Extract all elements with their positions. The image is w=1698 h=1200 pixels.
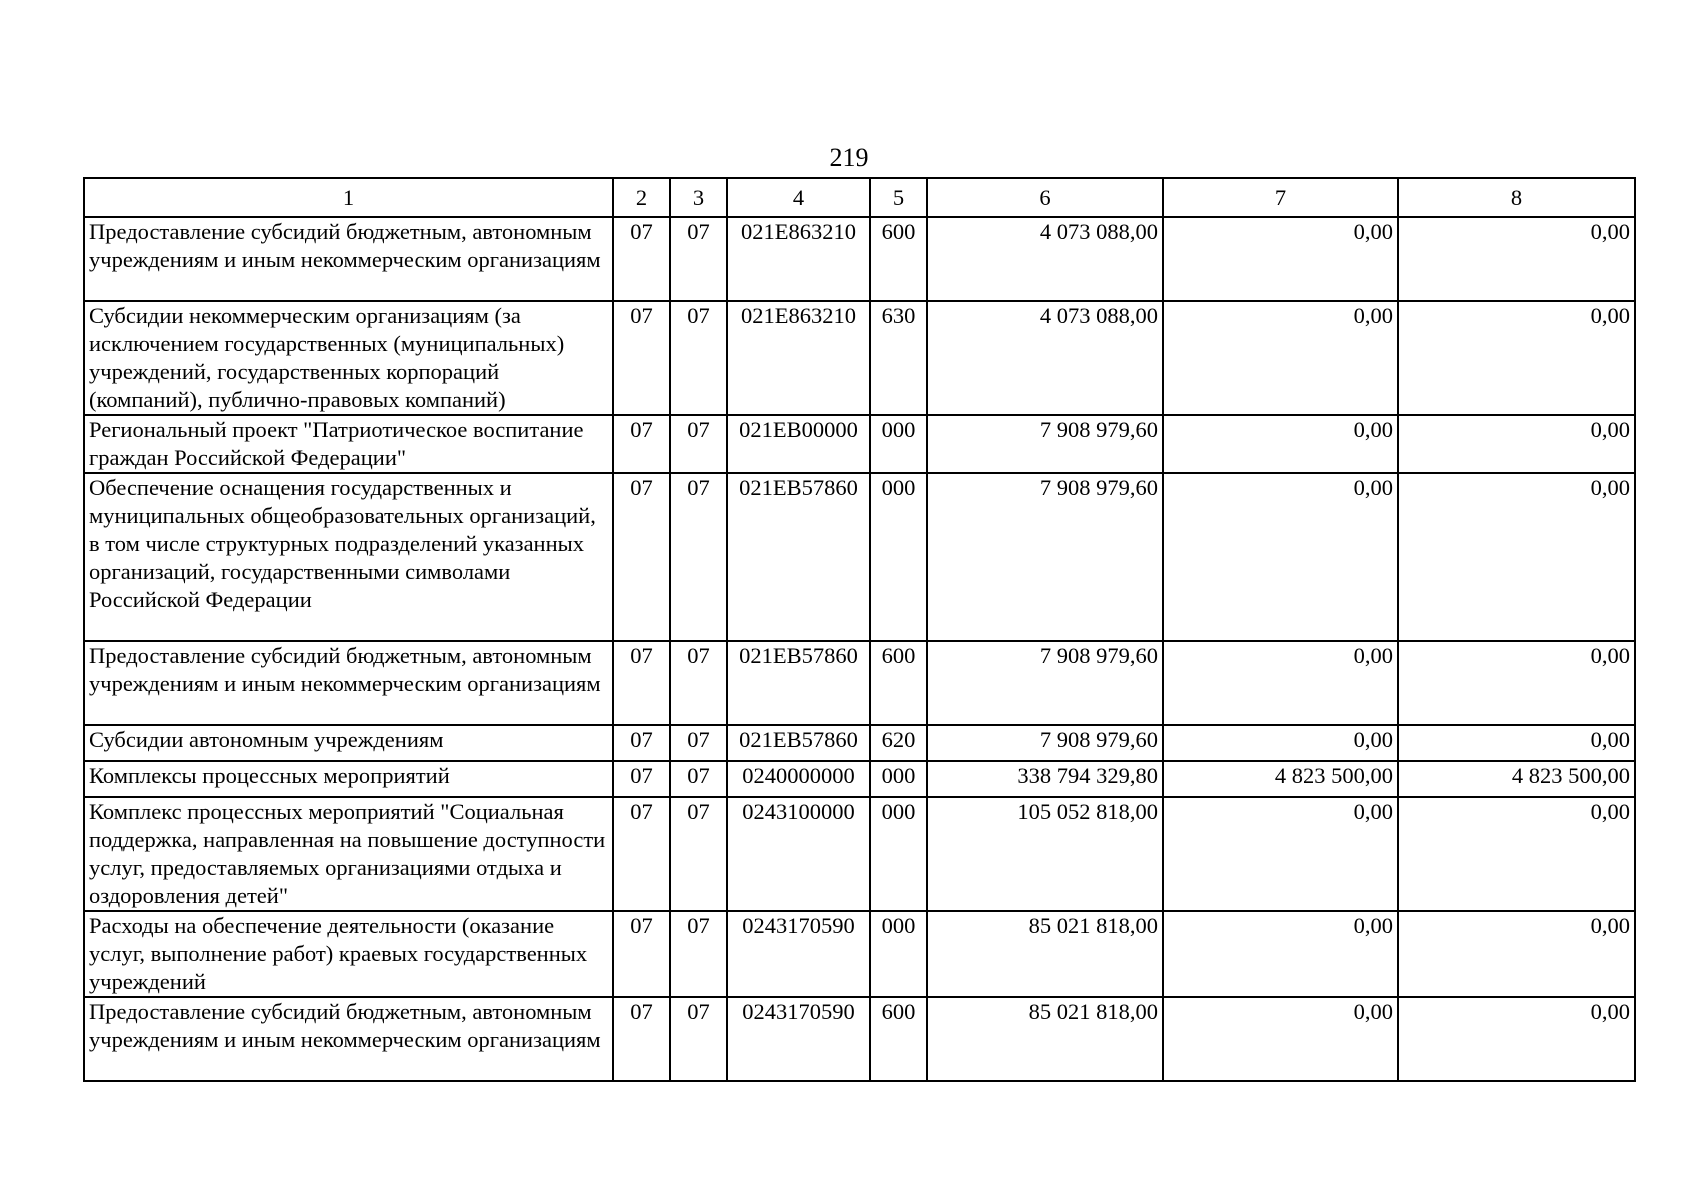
row-amount-2: 0,00 — [1163, 725, 1398, 761]
row-subsection: 07 — [670, 415, 727, 473]
row-target-article: 0243170590 — [727, 911, 870, 997]
row-amount-1: 105 052 818,00 — [927, 797, 1163, 911]
row-target-article: 0243170590 — [727, 997, 870, 1081]
table-row — [84, 997, 1635, 1081]
row-amount-1: 338 794 329,80 — [927, 761, 1163, 797]
table-row — [84, 761, 1635, 797]
row-expense-type: 600 — [870, 997, 927, 1081]
row-amount-2: 0,00 — [1163, 473, 1398, 641]
row-expense-type: 000 — [870, 415, 927, 473]
row-subsection: 07 — [670, 997, 727, 1081]
column-header-amount-3: 8 — [1398, 178, 1635, 217]
table-row — [84, 641, 1635, 725]
row-name: Субсидии автономным учреждениям — [84, 725, 613, 761]
row-amount-1: 4 073 088,00 — [927, 217, 1163, 301]
row-subsection: 07 — [670, 725, 727, 761]
row-expense-type: 000 — [870, 911, 927, 997]
row-amount-1: 7 908 979,60 — [927, 473, 1163, 641]
row-expense-type: 000 — [870, 761, 927, 797]
column-header-name: 1 — [84, 178, 613, 217]
row-target-article: 021EB57860 — [727, 473, 870, 641]
row-subsection: 07 — [670, 301, 727, 415]
row-section: 07 — [613, 641, 670, 725]
column-header-expense-type: 5 — [870, 178, 927, 217]
row-target-article: 021EB57860 — [727, 725, 870, 761]
column-header-section: 2 — [613, 178, 670, 217]
row-target-article: 021EB57860 — [727, 641, 870, 725]
table-row — [84, 415, 1635, 473]
row-section: 07 — [613, 725, 670, 761]
row-name: Субсидии некоммерческим организациям (за исключением государственных (муниципальных) учреждений, государственных корпораций (компаний), публично-правовых компаний) — [84, 301, 613, 415]
row-amount-3: 0,00 — [1398, 797, 1635, 911]
row-section: 07 — [613, 797, 670, 911]
row-amount-2: 0,00 — [1163, 997, 1398, 1081]
row-subsection: 07 — [670, 217, 727, 301]
row-subsection: 07 — [670, 797, 727, 911]
row-name: Комплексы процессных мероприятий — [84, 761, 613, 797]
table-row — [84, 217, 1635, 301]
column-header-amount-1: 6 — [927, 178, 1163, 217]
row-amount-2: 0,00 — [1163, 641, 1398, 725]
row-expense-type: 000 — [870, 797, 927, 911]
row-name: Расходы на обеспечение деятельности (оказание услуг, выполнение работ) краевых государственных учреждений — [84, 911, 613, 997]
row-subsection: 07 — [670, 641, 727, 725]
row-amount-2: 0,00 — [1163, 301, 1398, 415]
row-name: Обеспечение оснащения государственных и муниципальных общеобразовательных организаций, в том числе структурных подразделений указанных организаций, государственными символами Российской Федерации — [84, 473, 613, 641]
row-amount-3: 0,00 — [1398, 217, 1635, 301]
row-amount-1: 7 908 979,60 — [927, 641, 1163, 725]
row-amount-1: 85 021 818,00 — [927, 997, 1163, 1081]
row-subsection: 07 — [670, 911, 727, 997]
row-amount-1: 7 908 979,60 — [927, 725, 1163, 761]
row-amount-3: 0,00 — [1398, 997, 1635, 1081]
row-section: 07 — [613, 761, 670, 797]
row-amount-3: 4 823 500,00 — [1398, 761, 1635, 797]
column-header-amount-2: 7 — [1163, 178, 1398, 217]
row-target-article: 021E863210 — [727, 301, 870, 415]
table-row — [84, 301, 1635, 415]
row-amount-3: 0,00 — [1398, 415, 1635, 473]
row-amount-3: 0,00 — [1398, 473, 1635, 641]
table-row — [84, 473, 1635, 641]
row-expense-type: 620 — [870, 725, 927, 761]
table-row — [84, 725, 1635, 761]
table-row — [84, 797, 1635, 911]
row-amount-2: 0,00 — [1163, 797, 1398, 911]
table-row — [84, 911, 1635, 997]
row-target-article: 0243100000 — [727, 797, 870, 911]
row-section: 07 — [613, 217, 670, 301]
row-amount-1: 7 908 979,60 — [927, 415, 1163, 473]
row-name: Региональный проект "Патриотическое воспитание граждан Российской Федерации" — [84, 415, 613, 473]
budget-table — [83, 177, 1636, 1082]
row-amount-3: 0,00 — [1398, 725, 1635, 761]
row-amount-3: 0,00 — [1398, 641, 1635, 725]
header-row — [84, 178, 1635, 217]
row-section: 07 — [613, 997, 670, 1081]
row-amount-2: 0,00 — [1163, 415, 1398, 473]
row-amount-2: 0,00 — [1163, 911, 1398, 997]
row-amount-1: 85 021 818,00 — [927, 911, 1163, 997]
row-amount-2: 4 823 500,00 — [1163, 761, 1398, 797]
row-name: Комплекс процессных мероприятий "Социальная поддержка, направленная на повышение доступности услуг, предоставляемых организациями отдыха и оздоровления детей" — [84, 797, 613, 911]
row-subsection: 07 — [670, 473, 727, 641]
row-name: Предоставление субсидий бюджетным, автономным учреждениям и иным некоммерческим организациям — [84, 641, 613, 725]
row-expense-type: 600 — [870, 217, 927, 301]
row-expense-type: 600 — [870, 641, 927, 725]
row-expense-type: 000 — [870, 473, 927, 641]
row-section: 07 — [613, 911, 670, 997]
row-amount-3: 0,00 — [1398, 911, 1635, 997]
page-number: 219 — [829, 143, 869, 172]
row-target-article: 021EB00000 — [727, 415, 870, 473]
row-subsection: 07 — [670, 761, 727, 797]
row-target-article: 0240000000 — [727, 761, 870, 797]
row-name: Предоставление субсидий бюджетным, автономным учреждениям и иным некоммерческим организациям — [84, 997, 613, 1081]
column-header-target-article: 4 — [727, 178, 870, 217]
row-target-article: 021E863210 — [727, 217, 870, 301]
row-section: 07 — [613, 301, 670, 415]
row-section: 07 — [613, 415, 670, 473]
row-name: Предоставление субсидий бюджетным, автономным учреждениям и иным некоммерческим организациям — [84, 217, 613, 301]
row-amount-3: 0,00 — [1398, 301, 1635, 415]
row-amount-1: 4 073 088,00 — [927, 301, 1163, 415]
row-amount-2: 0,00 — [1163, 217, 1398, 301]
column-header-subsection: 3 — [670, 178, 727, 217]
row-expense-type: 630 — [870, 301, 927, 415]
row-section: 07 — [613, 473, 670, 641]
